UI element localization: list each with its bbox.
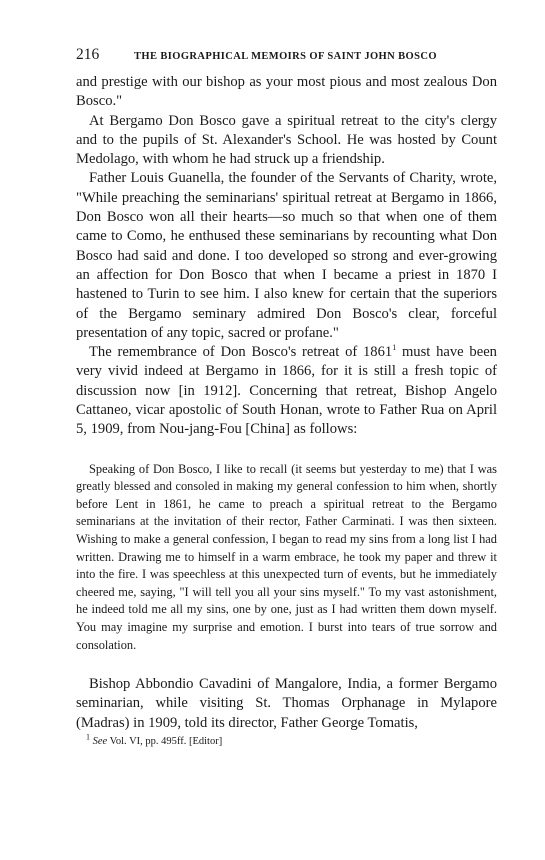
quote-text: Speaking of Don Bosco, I like to recall (it seems but yesterday to me) that I was greatly blessed and consoled in making my general confession to him when, shortly before Lent in 1861, he came to preach a spiritual retreat to the Bergamo seminarians at the invitation of their rector, Father Carminati. I was then sixteen. Wishing to make a general confession, I began to read my sins from a long list I had written. Drawing me to himself in a warm embrace, he took my paper and threw it into the fire. I was speechless at this unexpected turn of events, but he immediately cheered me, saying, "I will tell you all your sins myself." To my vast astonishment, he indeed told me all my sins, one by one, just as I had written them down myself. You may imagine my surprise and emotion. I burst into tears of true sorrow and consolation. — [76, 461, 497, 652]
page-header — [76, 46, 497, 70]
running-title: THE BIOGRAPHICAL MEMOIRS OF SAINT JOHN BOSCO — [134, 51, 437, 62]
paragraph-guanella: Father Louis Guanella, the founder of the Servants of Charity, wrote, "While preaching the seminarians' spiritual retreat at Bergamo in 1866, Don Bosco won all their hearts—so much so that when one of them came to Como, he enthused these seminarians by recounting what Don Bosco had said and done. I too developed so strong and ever-growing an affection for Don Bosco that when I became a priest in 1870 I hastened to Turin to see him. I also knew for certain that the superiors of the Bergamo seminary admired Don Bosco's clear, forceful presentation of any topic, sacred or profane." — [76, 170, 497, 341]
footnote — [76, 732, 497, 748]
paragraph-continuation: and prestige with our bishop as your most pious and most zealous Don Bosco." — [76, 74, 497, 110]
paragraph-cavadini: Bishop Abbondio Cavadini of Mangalore, India, a former Bergamo seminarian, while visiting St. Thomas Orphanage in Mylapore (Madras) in 1909, told its director, Father George Tomatis, — [76, 676, 497, 731]
page-number: 216 — [76, 46, 100, 63]
paragraph-remembrance-start: The remembrance of Don Bosco's retreat of 1861 — [89, 344, 393, 361]
paragraph-remembrance-end: must have been very vivid indeed at Bergamo in 1866, for it is still a fresh topic of discussion now [in 1912]. Concerning that retreat, Bishop Angelo Cattaneo, vicar apostolic of South Honan, wrote to Father Rua on April 5, 1909, from Nou-jang-Fou [China] as follows: — [76, 344, 497, 438]
paragraph-bergamo-retreat: At Bergamo Don Bosco gave a spiritual retreat to the city's clergy and to the pupils of St. Alexander's School. He was hosted by Count Medolago, with whom he had struck up a friendship. — [76, 112, 497, 168]
footnote-reference: 1 — [392, 343, 397, 353]
body-text — [76, 73, 497, 733]
footnote-text: Vol. VI, pp. 495ff. [Editor] — [107, 736, 223, 748]
footnote-marker: 1 — [86, 732, 90, 742]
book-page — [76, 46, 497, 747]
footnote-see: See — [92, 736, 108, 748]
block-quote — [76, 461, 497, 655]
paragraph-remembrance — [76, 343, 497, 439]
